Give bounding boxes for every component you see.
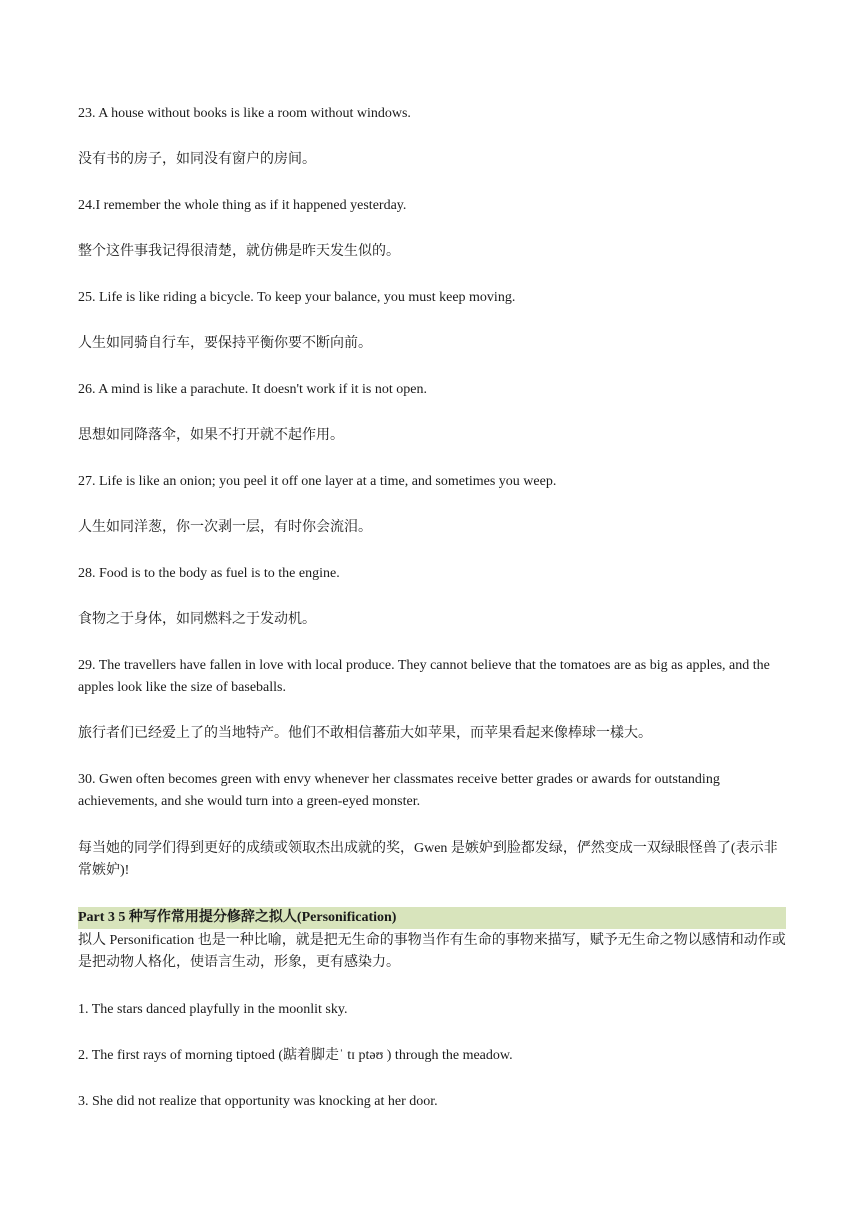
section-heading: Part 3 5 种写作常用提分修辞之拟人(Personification): [78, 907, 786, 929]
section-intro: 拟人 Personification 也是一种比喻，就是把无生命的事物当作有生命的事物来描写，赋予无生命之物以感情和动作或是把动物人格化，使语言生动，形象，更有感染力。: [78, 933, 786, 970]
sentence-23-en: 23. A house without books is like a room without windows.: [78, 106, 411, 121]
sentence-27-en: 27. Life is like an onion; you peel it off one layer at a time, and sometimes you weep.: [78, 474, 557, 489]
sentence-29-zh: 旅行者们已经爱上了的当地特产。他们不敢相信蕃茄大如苹果，而苹果看起来像棒球一樣大。: [78, 726, 652, 741]
sentence-26-zh: 思想如同降落伞，如果不打开就不起作用。: [78, 428, 344, 443]
sentence-28-en: 28. Food is to the body as fuel is to the engine.: [78, 566, 340, 581]
sentence-26-en: 26. A mind is like a parachute. It doesn't work if it is not open.: [78, 382, 427, 397]
sentence-25-en: 25. Life is like riding a bicycle. To keep your balance, you must keep moving.: [78, 290, 516, 305]
example-2: 2. The first rays of morning tiptoed (踮着脚走ˈ tɪ ptəʊ ) through the meadow.: [78, 1048, 513, 1063]
sentence-27-zh: 人生如同洋葱，你一次剥一层，有时你会流泪。: [78, 520, 372, 535]
sentence-24-en: 24.I remember the whole thing as if it happened yesterday.: [78, 198, 407, 213]
sentence-23-zh: 没有书的房子，如同没有窗户的房间。: [78, 152, 316, 167]
sentence-30-en: 30. Gwen often becomes green with envy whenever her classmates receive better grades or awards for outstanding achievements, and she would turn into a green-eyed monster.: [78, 772, 720, 809]
sentence-29-en: 29. The travellers have fallen in love with local produce. They cannot believe that the tomatoes are as big as apples, and the apples look like the size of baseballs.: [78, 658, 770, 695]
sentence-25-zh: 人生如同骑自行车，要保持平衡你要不断向前。: [78, 336, 372, 351]
example-1: 1. The stars danced playfully in the moonlit sky.: [78, 1002, 348, 1017]
sentence-24-zh: 整个这件事我记得很清楚，就仿佛是昨天发生似的。: [78, 244, 400, 259]
sentence-28-zh: 食物之于身体，如同燃料之于发动机。: [78, 612, 316, 627]
sentence-30-zh: 每当她的同学们得到更好的成绩或领取杰出成就的奖，Gwen 是嫉妒到脸都发绿，俨然变成一双绿眼怪兽了(表示非常嫉妒)!: [78, 841, 778, 878]
example-3: 3. She did not realize that opportunity was knocking at her door.: [78, 1094, 438, 1109]
